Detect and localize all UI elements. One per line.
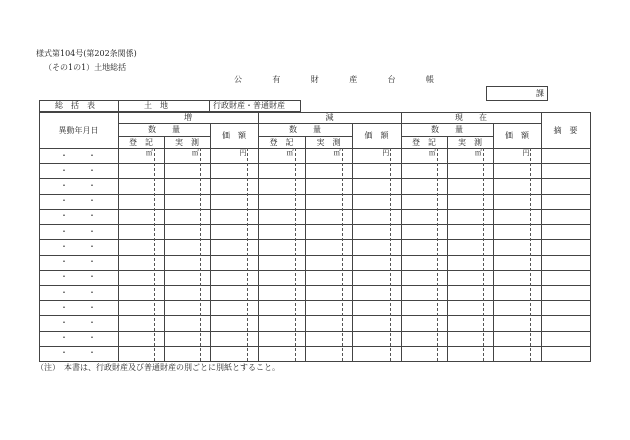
table-row-line — [39, 331, 590, 332]
increase-header: 増 — [184, 113, 192, 122]
table-row-line — [39, 315, 590, 316]
date-dot-month: ・ — [60, 287, 68, 297]
date-dot-day: ・ — [88, 211, 96, 221]
decrease-value-unit: 円 — [382, 149, 390, 157]
date-dot-day: ・ — [88, 181, 96, 191]
summary-label: 総 括 表 — [55, 101, 95, 110]
header-bottom-line — [39, 148, 590, 149]
increase-surveyed-unit: ㎡ — [191, 149, 199, 157]
table-row-line — [39, 194, 590, 195]
increase-header-underline — [118, 123, 258, 124]
date-dot-day: ・ — [88, 257, 96, 267]
table-row-line — [39, 270, 590, 271]
remarks-column-border — [541, 112, 542, 361]
date-dot-month: ・ — [60, 241, 68, 251]
decrease-registered-header: 登 記 — [269, 138, 294, 147]
date-dot-month: ・ — [60, 226, 68, 236]
date-dot-day: ・ — [88, 348, 96, 358]
decrease-registered-unit: ㎡ — [286, 149, 294, 157]
current-quantity-header: 数 量 — [431, 125, 463, 134]
date-dot-day: ・ — [88, 317, 96, 327]
dotted-divider — [295, 148, 296, 361]
increase-value-left — [210, 123, 211, 361]
table-bottom-border — [39, 361, 591, 362]
current-quantity-split — [447, 136, 448, 361]
decrease-value-header: 価 額 — [364, 131, 389, 140]
dotted-divider — [247, 148, 248, 361]
table-row-line — [39, 255, 590, 256]
current-value-left — [493, 123, 494, 361]
dotted-divider — [342, 148, 343, 361]
decrease-surveyed-unit: ㎡ — [333, 149, 341, 157]
decrease-header-underline — [258, 123, 401, 124]
table-row-line — [39, 300, 590, 301]
dotted-divider — [154, 148, 155, 361]
table-row-line — [39, 239, 590, 240]
table-row-line — [39, 163, 590, 164]
property-type: 行政財産・普通財産 — [213, 101, 285, 110]
decrease-header: 減 — [325, 113, 334, 122]
decrease-quantity-header: 数 量 — [289, 125, 321, 134]
decrease-quantity-split — [305, 136, 306, 361]
date-dot-day: ・ — [88, 333, 96, 343]
date-dot-day: ・ — [88, 302, 96, 312]
current-registered-unit: ㎡ — [428, 149, 436, 157]
increase-group-left — [118, 112, 119, 361]
table-row-line — [39, 209, 590, 210]
ledger-title: 公 有 財 産 台 帳 — [234, 75, 446, 84]
sheet-label: （その1の1）土地総括 — [44, 63, 127, 72]
table-top-border — [39, 112, 590, 113]
date-dot-day: ・ — [88, 226, 96, 236]
current-surveyed-unit: ㎡ — [474, 149, 482, 157]
date-dot-day: ・ — [88, 241, 96, 251]
date-header: 異動年月日 — [58, 126, 99, 135]
increase-value-unit: 円 — [239, 149, 247, 157]
table-row-line — [39, 178, 590, 179]
date-dot-month: ・ — [60, 317, 68, 327]
date-dot-day: ・ — [88, 150, 96, 160]
date-dot-day: ・ — [88, 287, 96, 297]
footnote: （注） 本書は、行政財産及び普通財産の別ごとに別紙とすること。 — [36, 363, 280, 372]
current-surveyed-header: 実 測 — [458, 138, 482, 147]
current-group-left — [401, 112, 402, 361]
date-dot-month: ・ — [60, 165, 68, 175]
dotted-divider — [437, 148, 438, 361]
current-header: 現 在 — [455, 113, 487, 122]
current-header-underline — [401, 123, 541, 124]
decrease-surveyed-header: 実 測 — [316, 138, 341, 147]
remarks-header: 摘 要 — [553, 126, 578, 135]
increase-registered-header: 登 記 — [129, 138, 153, 147]
increase-value-header: 価 額 — [222, 131, 246, 140]
date-dot-month: ・ — [60, 196, 68, 206]
current-registered-header: 登 記 — [412, 138, 436, 147]
date-dot-month: ・ — [60, 272, 68, 282]
increase-registered-unit: ㎡ — [145, 149, 153, 157]
increase-surveyed-header: 実 測 — [175, 138, 199, 147]
date-dot-day: ・ — [88, 165, 96, 175]
decrease-group-left — [258, 112, 259, 361]
date-dot-month: ・ — [60, 181, 68, 191]
dotted-divider — [483, 148, 484, 361]
date-dot-month: ・ — [60, 348, 68, 358]
dotted-divider — [530, 148, 531, 361]
date-dot-month: ・ — [60, 211, 68, 221]
table-row-line — [39, 285, 590, 286]
increase-quantity-split — [164, 136, 165, 361]
dotted-divider — [200, 148, 201, 361]
section-label: 課 — [536, 89, 544, 98]
current-value-header: 価 額 — [505, 131, 529, 140]
table-right-border — [590, 112, 591, 362]
form-number: 様式第104号(第202条関係) — [36, 49, 137, 58]
table-row-line — [39, 224, 590, 225]
date-dot-month: ・ — [60, 150, 68, 160]
date-dot-day: ・ — [88, 272, 96, 282]
current-value-unit: 円 — [522, 149, 530, 157]
date-dot-month: ・ — [60, 302, 68, 312]
dotted-divider — [390, 148, 391, 361]
date-dot-month: ・ — [60, 333, 68, 343]
table-row-line — [39, 346, 590, 347]
decrease-value-left — [352, 123, 353, 361]
increase-quantity-header: 数 量 — [148, 125, 180, 134]
table-left-border — [39, 112, 40, 361]
date-dot-day: ・ — [88, 196, 96, 206]
date-dot-month: ・ — [60, 257, 68, 267]
category-label: 土 地 — [144, 101, 168, 110]
